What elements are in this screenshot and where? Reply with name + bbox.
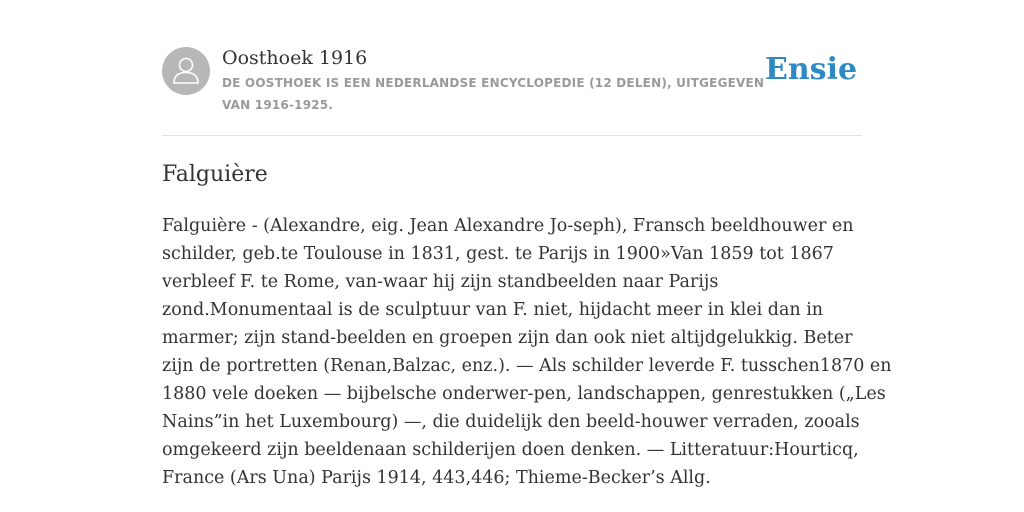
source-header bbox=[162, 46, 862, 116]
entry-body-line: zijn de portretten (Renan,Balzac, enz.). — Als schilder leverde F. tusschen1870 en bbox=[162, 356, 892, 376]
entry-body-line: zond.Monumentaal is de sculptuur van F. niet, hijdacht meer in klei dan in bbox=[162, 300, 824, 320]
entry-title: Falguière bbox=[162, 162, 268, 187]
entry-body bbox=[162, 212, 892, 492]
entry-body-line: Nains”in het Luxembourg) —, die duidelijk den beeld-houwer verraden, zooals bbox=[162, 412, 860, 432]
entry-body-line: schilder, geb.te Toulouse in 1831, gest. te Parijs in 1900»Van 1859 tot 1867 bbox=[162, 244, 834, 264]
entry-body-line: 1880 vele doeken — bijbelsche onderwer-pen, landschappen, genrestukken („Les bbox=[162, 384, 886, 404]
source-title[interactable]: Oosthoek 1916 bbox=[222, 47, 368, 69]
source-description-line: DE OOSTHOEK IS EEN NEDERLANDSE ENCYCLOPEDIE (12 DELEN), UITGEGEVEN bbox=[222, 76, 765, 90]
ensie-logo[interactable]: Ensie bbox=[765, 52, 858, 87]
entry-body-line: omgekeerd zijn beeldenaan schilderijen doen denken. — Litteratuur:Hourticq, bbox=[162, 440, 859, 460]
entry-body-line: Falguière - (Alexandre, eig. Jean Alexandre Jo-seph), Fransch beeldhouwer en bbox=[162, 216, 854, 236]
entry-body-line: France (Ars Una) Parijs 1914, 443,446; Thieme-Becker’s Allg. bbox=[162, 468, 711, 488]
entry-body-line: marmer; zijn stand-beelden en groepen zijn dan ook niet altijdgelukkig. Beter bbox=[162, 328, 853, 348]
entry-body-line: verbleef F. te Rome, van-waar hij zijn standbeelden naar Parijs bbox=[162, 272, 719, 292]
source-description-line: VAN 1916-1925. bbox=[222, 98, 334, 112]
source-description bbox=[222, 72, 767, 116]
avatar[interactable] bbox=[162, 47, 210, 95]
divider bbox=[162, 135, 862, 136]
user-silhouette-icon bbox=[162, 47, 210, 95]
